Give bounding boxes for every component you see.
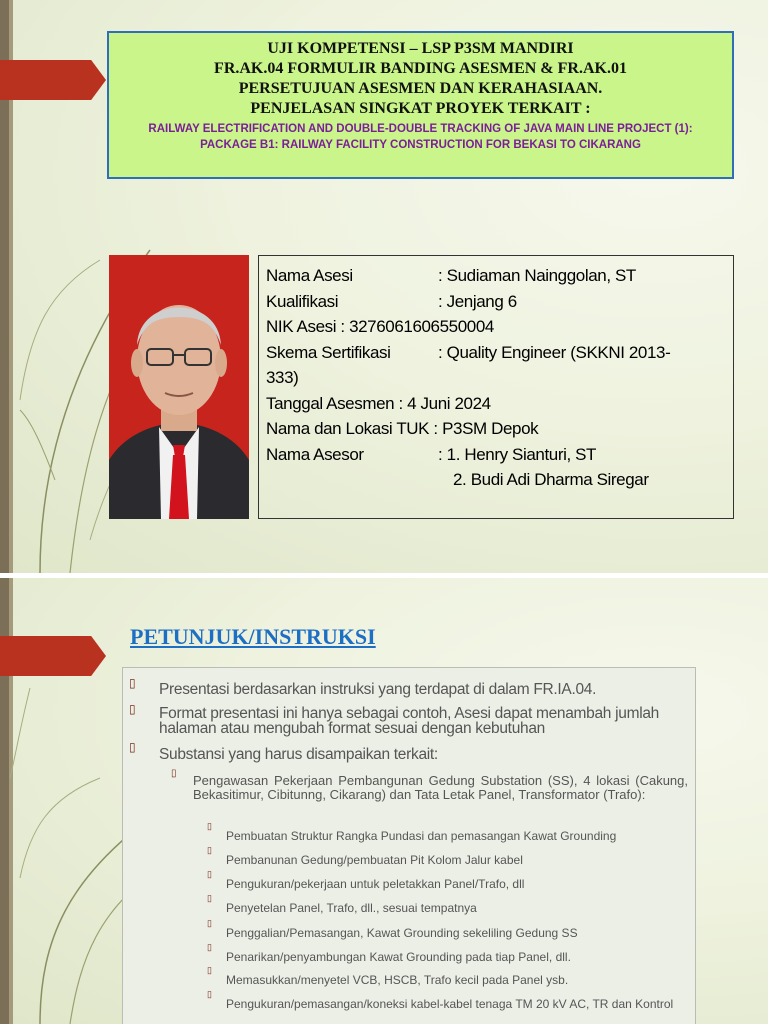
instruction-item-2: Format presentasi ini hanya sebagai contoh, Asesi dapat menambah jumlah halaman atau mengubah format sesuai dengan kebutuhan bbox=[159, 705, 659, 737]
sub-sub-item-5: Penggalian/Pemasangan, Kawat Grounding sekeliling Gedung SS bbox=[226, 926, 578, 940]
title-box bbox=[107, 31, 734, 179]
bullet-icon: ▯ bbox=[207, 989, 212, 999]
info-asesor bbox=[266, 442, 733, 468]
nama-label: Nama Asesi bbox=[266, 266, 353, 285]
skema-label: Skema Sertifikasi bbox=[266, 342, 391, 362]
info-tuk: Nama dan Lokasi TUK : P3SM Depok bbox=[266, 419, 539, 438]
kualifikasi-label: Kualifikasi bbox=[266, 291, 339, 311]
bullet-icon: ▯ bbox=[207, 821, 212, 831]
sub-sub-item-3: Pengukuran/pekerjaan untuk peletakkan Panel/Trafo, dll bbox=[226, 877, 525, 891]
asesi-info-box bbox=[258, 255, 734, 519]
project-line-2: PACKAGE B1: RAILWAY FACILITY CONSTRUCTION FOR BEKASI TO CIKARANG bbox=[200, 139, 641, 151]
bullet-icon: ▯ bbox=[129, 676, 136, 690]
bullet-icon: ▯ bbox=[207, 893, 212, 903]
sub-sub-item-8: Pengukuran/pemasangan/koneksi kabel-kabel tenaga TM 20 kV AC, TR dan Kontrol bbox=[226, 997, 674, 1011]
sub-sub-item-2: Pembanunan Gedung/pembuatan Pit Kolom Jalur kabel bbox=[226, 853, 523, 867]
info-nik: NIK Asesi : 3276061606550004 bbox=[266, 317, 494, 336]
asesor-value-2: 2. Budi Adi Dharma Siregar bbox=[453, 470, 649, 489]
skema-value: : Quality Engineer (SKKNI 2013- bbox=[438, 342, 671, 362]
bullet-icon: ▯ bbox=[207, 942, 212, 952]
title-line-1: UJI KOMPETENSI – LSP P3SM MANDIRI bbox=[267, 40, 574, 57]
instruction-item-1: Presentasi berdasarkan instruksi yang terdapat di dalam FR.IA.04. bbox=[159, 681, 597, 698]
info-skema-cont: 333) bbox=[266, 368, 299, 387]
bullet-icon: ▯ bbox=[129, 702, 136, 716]
kualifikasi-value: : Jenjang 6 bbox=[438, 291, 517, 311]
bullet-icon: ▯ bbox=[207, 869, 212, 879]
title-line-4: PENJELASAN SINGKAT PROYEK TERKAIT : bbox=[250, 100, 591, 117]
info-tanggal: Tanggal Asesmen : 4 Juni 2024 bbox=[266, 393, 491, 413]
info-skema bbox=[266, 340, 733, 366]
arrow-marker bbox=[0, 636, 106, 676]
bullet-icon: ▯ bbox=[207, 845, 212, 855]
sub-sub-item-1: Pembuatan Struktur Rangka Pundasi dan pemasangan Kawat Grounding bbox=[226, 829, 617, 843]
sub-item: Pengawasan Pekerjaan Pembangunan Gedung Substation (SS), 4 lokasi (Cakung, Bekasitimur, Cibitunng, Cikarang) dan Tata Letak Panel, Transformator (Trafo): bbox=[193, 773, 688, 802]
sub-sub-item-6: Penarikan/penyambungan Kawat Grounding pada tiap Panel, dll. bbox=[226, 950, 571, 964]
bullet-icon: ▯ bbox=[171, 768, 177, 779]
slide-2 bbox=[0, 578, 768, 1024]
bullet-icon: ▯ bbox=[207, 965, 212, 975]
info-kualifikasi bbox=[266, 289, 733, 315]
project-line-1: RAILWAY ELECTRIFICATION AND DOUBLE-DOUBLE TRACKING OF JAVA MAIN LINE PROJECT (1): bbox=[148, 123, 693, 135]
asesor-value-1: : 1. Henry Sianturi, ST bbox=[438, 444, 597, 464]
title-line-2: FR.AK.04 FORMULIR BANDING ASESMEN & FR.AK.01 bbox=[214, 60, 627, 77]
section-title: PETUNJUK/INSTRUKSI bbox=[130, 624, 376, 649]
instruction-item-3: Substansi yang harus disampaikan terkait: bbox=[159, 746, 438, 763]
bullet-icon: ▯ bbox=[129, 740, 136, 754]
bullet-icon: ▯ bbox=[207, 918, 212, 928]
info-nama bbox=[266, 263, 733, 289]
asesor-label: Nama Asesor bbox=[266, 444, 364, 464]
title-line-3: PERSETUJUAN ASESMEN DAN KERAHASIAAN. bbox=[238, 80, 603, 97]
asesi-photo bbox=[109, 255, 249, 519]
sub-sub-item-4: Penyetelan Panel, Trafo, dll., sesuai tempatnya bbox=[226, 901, 477, 915]
instructions-box bbox=[122, 667, 696, 1024]
sub-sub-item-7: Memasukkan/menyetel VCB, HSCB, Trafo kecil pada Panel ysb. bbox=[226, 973, 569, 987]
nama-value: : Sudiaman Nainggolan, ST bbox=[438, 266, 636, 285]
info-asesor-2 bbox=[266, 467, 733, 493]
arrow-marker bbox=[0, 60, 106, 100]
